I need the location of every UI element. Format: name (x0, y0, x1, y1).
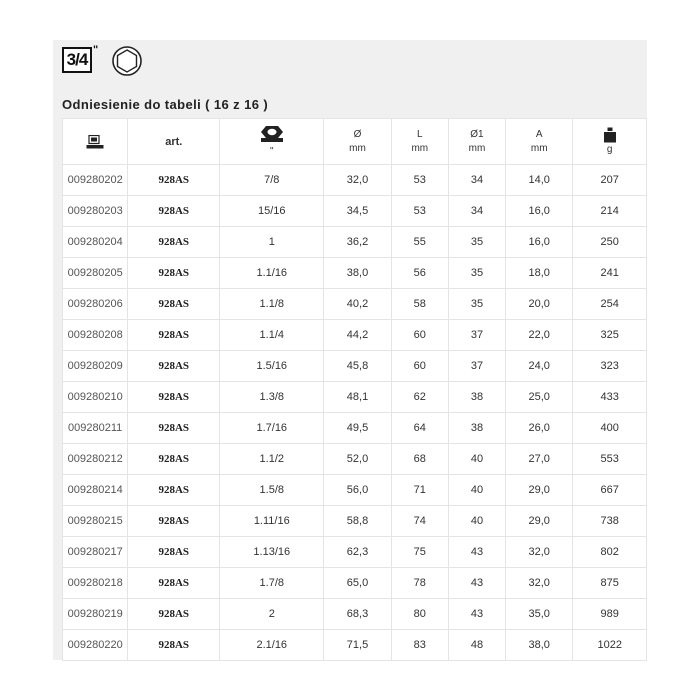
specification-table (62, 118, 647, 661)
header-art (128, 119, 220, 165)
cell-d1: 40 (448, 475, 505, 506)
cell-A: 24,0 (506, 351, 573, 382)
cell-L: 55 (391, 227, 448, 258)
header-A-unit: mm (530, 142, 548, 154)
cell-ref: 009280212 (63, 444, 128, 475)
cell-A: 32,0 (506, 568, 573, 599)
cell-L: 64 (391, 413, 448, 444)
cell-art: 928AS (128, 196, 220, 227)
table-row (63, 165, 647, 196)
header-g-unit: g (606, 143, 613, 155)
header-ref (63, 119, 128, 165)
header-d-label: Ø (353, 128, 362, 140)
cell-L: 60 (391, 351, 448, 382)
cell-g: 241 (573, 258, 647, 289)
header-A (506, 119, 573, 165)
cell-d: 32,0 (324, 165, 391, 196)
cell-g: 214 (573, 196, 647, 227)
cell-size: 1.1/16 (220, 258, 324, 289)
cell-d: 45,8 (324, 351, 391, 382)
table-title: Odniesienie do tabeli ( 16 z 16 ) (62, 97, 269, 112)
cell-d: 49,5 (324, 413, 391, 444)
cell-d1: 40 (448, 506, 505, 537)
computer-icon (86, 135, 104, 149)
cell-L: 78 (391, 568, 448, 599)
cell-art: 928AS (128, 568, 220, 599)
cell-L: 53 (391, 196, 448, 227)
cell-d1: 37 (448, 320, 505, 351)
cell-A: 18,0 (506, 258, 573, 289)
cell-d1: 34 (448, 165, 505, 196)
cell-A: 16,0 (506, 227, 573, 258)
cell-ref: 009280210 (63, 382, 128, 413)
cell-A: 27,0 (506, 444, 573, 475)
cell-ref: 009280214 (63, 475, 128, 506)
cell-g: 433 (573, 382, 647, 413)
table-row (63, 568, 647, 599)
header-L-label: L (417, 128, 423, 140)
cell-d1: 43 (448, 568, 505, 599)
cell-d1: 35 (448, 289, 505, 320)
cell-d: 34,5 (324, 196, 391, 227)
cell-size: 1.7/16 (220, 413, 324, 444)
header-g (573, 119, 647, 165)
cell-d1: 37 (448, 351, 505, 382)
cell-ref: 009280219 (63, 599, 128, 630)
cell-art: 928AS (128, 289, 220, 320)
cell-g: 254 (573, 289, 647, 320)
cell-size: 1.11/16 (220, 506, 324, 537)
header-L (391, 119, 448, 165)
hex-nut-icon (260, 125, 284, 145)
table-row (63, 196, 647, 227)
cell-d: 58,8 (324, 506, 391, 537)
table-row (63, 351, 647, 382)
cell-d: 65,0 (324, 568, 391, 599)
cell-ref: 009280206 (63, 289, 128, 320)
cell-g: 553 (573, 444, 647, 475)
header-size-unit: " (269, 145, 274, 157)
cell-g: 667 (573, 475, 647, 506)
cell-L: 56 (391, 258, 448, 289)
cell-d1: 35 (448, 227, 505, 258)
cell-d: 62,3 (324, 537, 391, 568)
cell-A: 38,0 (506, 630, 573, 661)
cell-A: 32,0 (506, 537, 573, 568)
cell-size: 1.1/2 (220, 444, 324, 475)
cell-L: 74 (391, 506, 448, 537)
table-row (63, 444, 647, 475)
cell-L: 60 (391, 320, 448, 351)
cell-g: 738 (573, 506, 647, 537)
cell-g: 250 (573, 227, 647, 258)
cell-g: 323 (573, 351, 647, 382)
cell-art: 928AS (128, 320, 220, 351)
table-row (63, 382, 647, 413)
cell-art: 928AS (128, 599, 220, 630)
cell-size: 1.5/16 (220, 351, 324, 382)
cell-L: 53 (391, 165, 448, 196)
cell-art: 928AS (128, 382, 220, 413)
table-row (63, 630, 647, 661)
cell-g: 207 (573, 165, 647, 196)
cell-d: 38,0 (324, 258, 391, 289)
cell-d: 68,3 (324, 599, 391, 630)
cell-A: 14,0 (506, 165, 573, 196)
cell-d1: 43 (448, 537, 505, 568)
cell-d: 44,2 (324, 320, 391, 351)
table-row (63, 320, 647, 351)
cell-size: 1 (220, 227, 324, 258)
cell-A: 22,0 (506, 320, 573, 351)
cell-d1: 48 (448, 630, 505, 661)
cell-L: 62 (391, 382, 448, 413)
cell-ref: 009280211 (63, 413, 128, 444)
cell-A: 29,0 (506, 506, 573, 537)
cell-d1: 38 (448, 382, 505, 413)
cell-L: 75 (391, 537, 448, 568)
cell-art: 928AS (128, 413, 220, 444)
cell-d: 56,0 (324, 475, 391, 506)
cell-d: 71,5 (324, 630, 391, 661)
table-row (63, 599, 647, 630)
cell-A: 29,0 (506, 475, 573, 506)
cell-L: 58 (391, 289, 448, 320)
header-d1-unit: mm (468, 142, 486, 154)
cell-ref: 009280215 (63, 506, 128, 537)
cell-size: 2.1/16 (220, 630, 324, 661)
cell-A: 25,0 (506, 382, 573, 413)
header-d-unit: mm (349, 142, 366, 154)
cell-g: 989 (573, 599, 647, 630)
header-d (324, 119, 391, 165)
cell-size: 2 (220, 599, 324, 630)
cell-art: 928AS (128, 351, 220, 382)
cell-L: 71 (391, 475, 448, 506)
cell-g: 1022 (573, 630, 647, 661)
cell-ref: 009280209 (63, 351, 128, 382)
header-d1-label: Ø1 (470, 128, 484, 140)
cell-g: 325 (573, 320, 647, 351)
cell-ref: 009280220 (63, 630, 128, 661)
cell-L: 80 (391, 599, 448, 630)
table-body (63, 165, 647, 661)
table-header-row (63, 119, 647, 165)
cell-A: 26,0 (506, 413, 573, 444)
cell-L: 83 (391, 630, 448, 661)
table-row (63, 258, 647, 289)
cell-art: 928AS (128, 444, 220, 475)
cell-size: 1.3/8 (220, 382, 324, 413)
header-A-label: A (535, 128, 543, 140)
cell-d: 52,0 (324, 444, 391, 475)
cell-ref: 009280202 (63, 165, 128, 196)
table-row (63, 506, 647, 537)
hexagon-socket-icon (111, 45, 143, 77)
cell-size: 1.5/8 (220, 475, 324, 506)
cell-d1: 40 (448, 444, 505, 475)
cell-size: 1.1/4 (220, 320, 324, 351)
cell-ref: 009280203 (63, 196, 128, 227)
drive-size-inch-mark: " (93, 44, 99, 56)
cell-d: 40,2 (324, 289, 391, 320)
cell-art: 928AS (128, 227, 220, 258)
cell-size: 15/16 (220, 196, 324, 227)
cell-d1: 43 (448, 599, 505, 630)
weight-icon (603, 127, 617, 143)
cell-d1: 34 (448, 196, 505, 227)
cell-art: 928AS (128, 475, 220, 506)
cell-g: 875 (573, 568, 647, 599)
cell-art: 928AS (128, 506, 220, 537)
cell-A: 35,0 (506, 599, 573, 630)
header-size (220, 119, 324, 165)
cell-size: 7/8 (220, 165, 324, 196)
cell-size: 1.13/16 (220, 537, 324, 568)
header-icon-bar (53, 40, 647, 84)
table-row (63, 289, 647, 320)
table-row (63, 227, 647, 258)
header-art-label: art. (165, 135, 183, 148)
cell-A: 16,0 (506, 196, 573, 227)
cell-art: 928AS (128, 258, 220, 289)
cell-L: 68 (391, 444, 448, 475)
cell-size: 1.1/8 (220, 289, 324, 320)
cell-g: 400 (573, 413, 647, 444)
cell-A: 20,0 (506, 289, 573, 320)
cell-art: 928AS (128, 537, 220, 568)
cell-ref: 009280208 (63, 320, 128, 351)
table-row (63, 537, 647, 568)
cell-d1: 38 (448, 413, 505, 444)
cell-g: 802 (573, 537, 647, 568)
table-row (63, 475, 647, 506)
cell-art: 928AS (128, 630, 220, 661)
header-L-unit: mm (411, 142, 429, 154)
cell-size: 1.7/8 (220, 568, 324, 599)
cell-d: 48,1 (324, 382, 391, 413)
cell-ref: 009280204 (63, 227, 128, 258)
cell-ref: 009280217 (63, 537, 128, 568)
cell-art: 928AS (128, 165, 220, 196)
cell-d1: 35 (448, 258, 505, 289)
product-panel (53, 40, 647, 660)
header-d1 (448, 119, 505, 165)
cell-d: 36,2 (324, 227, 391, 258)
cell-ref: 009280218 (63, 568, 128, 599)
drive-size-icon: 3/4 (62, 47, 92, 73)
table-row (63, 413, 647, 444)
cell-ref: 009280205 (63, 258, 128, 289)
